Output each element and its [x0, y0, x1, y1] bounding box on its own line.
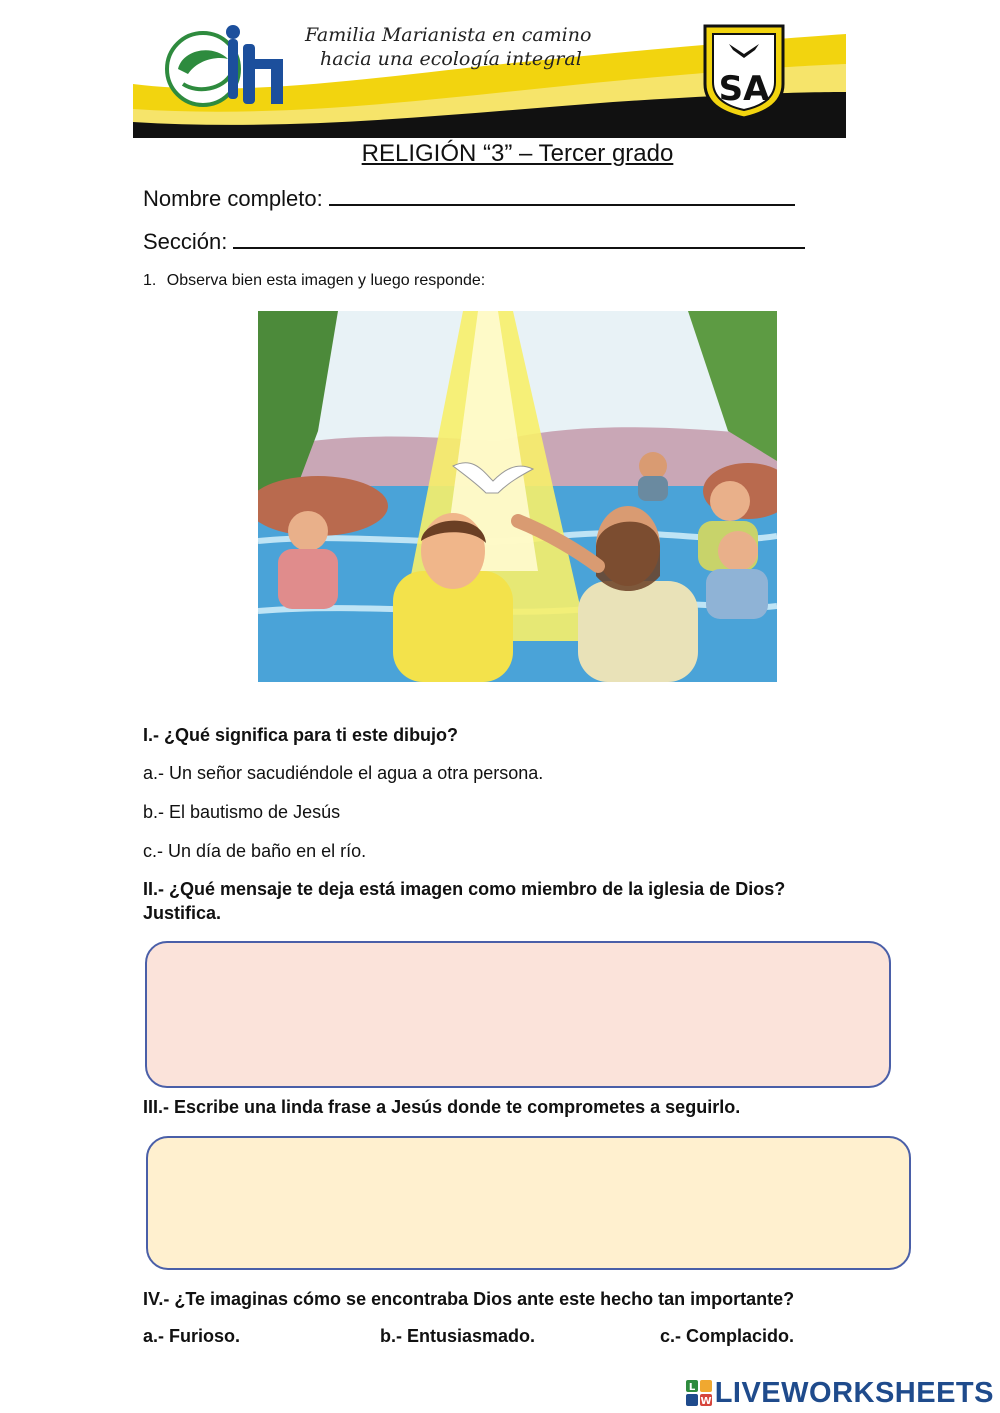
question-iv: IV.- ¿Te imaginas cómo se encontraba Dios ante este hecho tan importante? — [143, 1289, 795, 1309]
question-ii-line-2: Justifica. — [143, 903, 222, 923]
question-1 — [143, 272, 485, 290]
name-line[interactable] — [329, 186, 795, 206]
header-banner — [133, 14, 846, 138]
name-field[interactable] — [143, 186, 795, 212]
liveworksheets-logo-icon — [685, 1378, 713, 1408]
section-field[interactable] — [143, 229, 805, 255]
liveworksheets-brand — [685, 1376, 994, 1410]
question-i: I.- ¿Qué significa para ti este dibujo? — [143, 725, 459, 745]
liveworksheets-wordmark: LIVEWORKSHEETS — [714, 1376, 994, 1409]
motto-line-2: hacia una ecología integral — [320, 48, 582, 70]
question-i-option-a[interactable]: a.- Un señor sacudiéndole el agua a otra persona. — [143, 763, 544, 783]
question-iv-option-c[interactable]: c.- Complacido. — [660, 1326, 795, 1346]
answer-box-ii[interactable] — [145, 941, 891, 1088]
section-label: Sección: — [143, 229, 228, 254]
baptism-illustration — [258, 311, 777, 682]
question-iv-option-b[interactable]: b.- Entusiasmado. — [380, 1326, 536, 1346]
motto-line-1: Familia Marianista en camino — [305, 24, 592, 46]
svg-text:L: L — [688, 1382, 695, 1393]
section-line[interactable] — [233, 229, 805, 249]
answer-box-iii[interactable] — [146, 1136, 911, 1270]
question-1-number: 1. — [143, 272, 157, 289]
question-ii-line-1: II.- ¿Qué mensaje te deja está imagen como miembro de la iglesia de Dios? — [143, 879, 786, 899]
question-iv-option-a[interactable]: a.- Furioso. — [143, 1326, 241, 1346]
question-i-option-b[interactable]: b.- El bautismo de Jesús — [143, 802, 341, 822]
name-label: Nombre completo: — [143, 186, 323, 211]
crest-text: SA — [718, 69, 770, 109]
question-iii: III.- Escribe una linda frase a Jesús donde te comprometes a seguirlo. — [143, 1097, 741, 1117]
school-crest — [705, 26, 783, 118]
question-i-option-c[interactable]: c.- Un día de baño en el río. — [143, 841, 367, 861]
svg-text:W: W — [700, 1396, 712, 1407]
page-title: RELIGIÓN “3” – Tercer grado — [361, 140, 674, 167]
question-1-text: Observa bien esta imagen y luego responde: — [166, 272, 486, 289]
